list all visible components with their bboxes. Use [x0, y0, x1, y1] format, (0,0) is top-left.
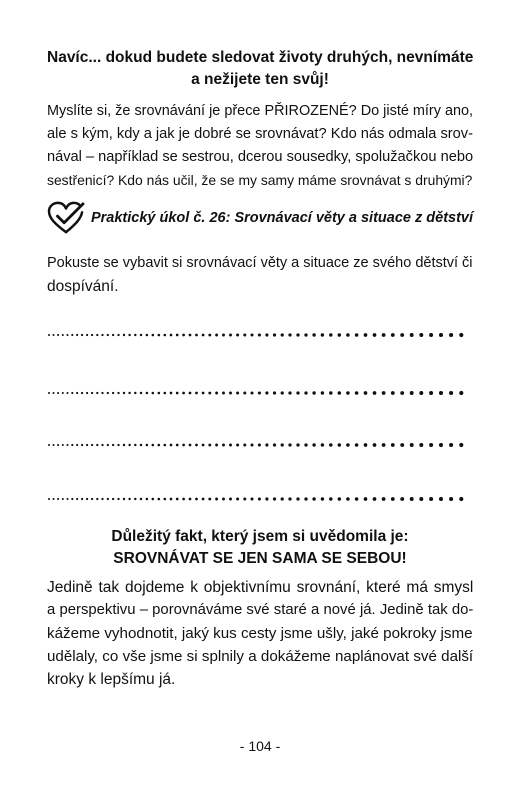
dot: [329, 391, 332, 394]
dot: [258, 443, 261, 446]
dot: [140, 444, 142, 446]
dot: [182, 334, 185, 337]
dot: [52, 392, 54, 394]
dot: [195, 392, 198, 395]
dot: [48, 392, 50, 394]
dot: [182, 498, 185, 501]
dot: [429, 443, 433, 447]
dot: [52, 444, 54, 446]
dot: [86, 498, 88, 500]
dot: [229, 498, 232, 501]
dot: [364, 333, 368, 337]
dot: [222, 392, 225, 395]
dot: [164, 334, 167, 337]
dot: [338, 497, 342, 501]
dot: [382, 497, 386, 501]
dot: [391, 333, 395, 337]
dot: [107, 498, 109, 500]
dot: [258, 391, 261, 394]
dot: [134, 392, 136, 394]
section-heading: [47, 47, 473, 91]
dot: [258, 497, 261, 500]
dot: [215, 334, 218, 337]
dot: [170, 498, 173, 501]
dot: [312, 443, 315, 446]
paragraph-task-instruction: [47, 252, 473, 298]
dot: [202, 444, 205, 447]
dot: [429, 391, 433, 395]
dot: [243, 443, 246, 446]
dot: [229, 392, 232, 395]
dot: [288, 497, 291, 500]
dot: [346, 333, 350, 337]
dot: [202, 334, 205, 337]
key-fact-line-1: Důležitý fakt, který jsem si uvědomila je:: [111, 528, 409, 545]
dot: [329, 333, 332, 336]
dot: [373, 333, 377, 337]
dot: [76, 392, 78, 394]
dot: [215, 392, 218, 395]
key-fact: [47, 526, 473, 570]
dot: [123, 444, 125, 446]
paragraph-line: kroky k lepšímu já.: [47, 671, 176, 688]
dot: [222, 498, 225, 501]
dot: [250, 443, 253, 446]
dot: [265, 443, 268, 446]
dot: [355, 333, 359, 337]
dot: [164, 498, 167, 501]
dot: [128, 498, 130, 500]
dot: [71, 334, 73, 336]
dot: [152, 498, 155, 501]
dot: [410, 497, 414, 501]
paragraph-intro: [47, 100, 473, 192]
dot: [439, 333, 443, 337]
dot: [107, 392, 109, 394]
paragraph-line: ale s kým, kdy a jak je dobré se srovnávat? Kdo nás odmala srov-: [47, 126, 473, 142]
dot: [338, 333, 342, 337]
dot: [107, 444, 109, 446]
dot: [146, 498, 149, 501]
dot: [373, 391, 377, 395]
dot: [236, 498, 239, 501]
dot: [373, 443, 377, 447]
dot: [222, 334, 225, 337]
heading-line-2: a nežijete ten svůj!: [191, 71, 329, 88]
dot: [329, 497, 332, 500]
dot: [400, 391, 404, 395]
dot: [304, 497, 307, 500]
dotted-line-graphic: [47, 494, 473, 504]
dot: [419, 497, 423, 501]
dot: [355, 443, 359, 447]
dot: [229, 334, 232, 337]
paragraph-line: nával – například se sestrou, dcerou sousedky, spolužačkou nebo: [47, 149, 474, 165]
dot: [96, 392, 98, 394]
dot: [134, 334, 136, 336]
dot: [400, 333, 404, 337]
dot: [391, 497, 395, 501]
dot: [296, 443, 299, 446]
dot: [62, 498, 64, 500]
dot: [91, 498, 93, 500]
dot: [304, 443, 307, 446]
dot: [128, 334, 130, 336]
dot: [288, 333, 291, 336]
paragraph-line: Pokuste se vybavit si srovnávací věty a situace ze svého dětství či: [47, 255, 473, 271]
dot: [81, 444, 83, 446]
dot: [81, 498, 83, 500]
dot: [86, 334, 88, 336]
heading-line-1: Navíc... dokud budete sledovat životy druhých, nevnímáte: [47, 49, 474, 66]
dot: [76, 498, 78, 500]
dot: [170, 392, 173, 395]
dot: [459, 391, 463, 395]
dot: [146, 392, 149, 395]
dot: [164, 444, 167, 447]
dot: [176, 444, 179, 447]
dot: [459, 333, 463, 337]
key-fact-line-2: SROVNÁVAT SE JEN SAMA SE SEBOU!: [113, 550, 407, 567]
dot: [140, 334, 142, 336]
dot: [76, 334, 78, 336]
dot: [208, 444, 211, 447]
dot: [304, 391, 307, 394]
dot: [346, 391, 350, 395]
dot: [117, 334, 119, 336]
dot: [48, 334, 50, 336]
dot: [158, 444, 161, 447]
dot: [400, 497, 404, 501]
dot: [265, 333, 268, 336]
dot: [281, 391, 284, 394]
dot: [123, 334, 125, 336]
dot: [296, 391, 299, 394]
dot: [281, 497, 284, 500]
dot: [48, 498, 50, 500]
dot: [176, 498, 179, 501]
dot: [57, 334, 59, 336]
dot: [112, 498, 114, 500]
dot: [410, 333, 414, 337]
dot: [346, 443, 350, 447]
paragraph-line: a perspektivu – porovnáváme své staré a nové já. Jedině tak do-: [47, 602, 474, 618]
dot: [48, 444, 50, 446]
dot: [91, 392, 93, 394]
dot: [71, 444, 73, 446]
dot: [170, 334, 173, 337]
dot: [236, 444, 239, 447]
dot: [146, 334, 149, 337]
dot: [229, 444, 232, 447]
dot: [189, 498, 192, 501]
dot: [281, 443, 284, 446]
dot: [312, 391, 315, 394]
dot: [176, 334, 179, 337]
dot: [117, 392, 119, 394]
paragraph-line: Myslíte si, že srovnávání je přece PŘIROZENÉ? Do jisté míry ano,: [47, 103, 474, 119]
dot: [265, 497, 268, 500]
dot: [459, 497, 463, 501]
dot: [391, 443, 395, 447]
dot: [449, 391, 453, 395]
dot: [117, 498, 119, 500]
dot: [189, 334, 192, 337]
page-number: - 104 -: [239, 738, 281, 754]
dot: [439, 391, 443, 395]
dot: [410, 391, 414, 395]
dot: [236, 392, 239, 395]
dot: [258, 333, 261, 336]
dot: [419, 443, 423, 447]
dot: [215, 498, 218, 501]
dot: [382, 333, 386, 337]
dot: [265, 391, 268, 394]
dot: [321, 391, 324, 394]
dot: [158, 334, 161, 337]
dot: [439, 443, 443, 447]
dotted-line-graphic: [47, 388, 473, 398]
dot: [57, 498, 59, 500]
dot: [419, 333, 423, 337]
dot: [71, 392, 73, 394]
dot: [273, 391, 276, 394]
dot: [112, 334, 114, 336]
dot: [182, 444, 185, 447]
dot: [449, 497, 453, 501]
dotted-line-graphic: [47, 330, 473, 340]
dot: [364, 443, 368, 447]
dot: [250, 333, 253, 336]
dot: [321, 443, 324, 446]
dot: [410, 443, 414, 447]
dot: [243, 497, 246, 500]
dot: [96, 444, 98, 446]
dot: [86, 392, 88, 394]
dot: [152, 444, 155, 447]
dot: [202, 498, 205, 501]
dot: [419, 391, 423, 395]
dot: [321, 497, 324, 500]
dotted-answer-line[interactable]: [47, 440, 473, 450]
dot: [215, 444, 218, 447]
dot: [312, 333, 315, 336]
dot: [158, 392, 161, 395]
dot: [429, 497, 433, 501]
dot: [57, 444, 59, 446]
dot: [170, 444, 173, 447]
dot: [62, 334, 64, 336]
dot: [459, 443, 463, 447]
dot: [338, 391, 342, 395]
dot: [96, 498, 98, 500]
dot: [96, 334, 98, 336]
dot: [273, 497, 276, 500]
dot: [176, 392, 179, 395]
dot: [382, 443, 386, 447]
dot: [123, 498, 125, 500]
dot: [66, 334, 68, 336]
dot: [134, 498, 136, 500]
dot: [429, 333, 433, 337]
dot: [243, 391, 246, 394]
paragraph-line: Jedině tak dojdeme k objektivnímu srovnání, které má smysl: [47, 579, 474, 596]
dot: [117, 444, 119, 446]
dot: [152, 392, 155, 395]
dot: [128, 444, 130, 446]
dot: [101, 498, 103, 500]
dot: [355, 497, 359, 501]
dot: [296, 497, 299, 500]
dot: [288, 443, 291, 446]
dot: [62, 444, 64, 446]
dot: [66, 444, 68, 446]
dot: [296, 333, 299, 336]
dotted-answer-line[interactable]: [47, 494, 473, 504]
dot: [81, 392, 83, 394]
dot: [288, 391, 291, 394]
dot: [101, 444, 103, 446]
dot: [86, 444, 88, 446]
dot: [152, 334, 155, 337]
paragraph-line: dospívání.: [47, 278, 119, 295]
dot: [346, 497, 350, 501]
dot: [71, 498, 73, 500]
paragraph-line: udělaly, co vše jsme si splnily a dokážeme naplánovat své další: [47, 648, 474, 665]
dot: [57, 392, 59, 394]
dot: [364, 497, 368, 501]
dot: [146, 444, 149, 447]
dot: [208, 498, 211, 501]
dot: [182, 392, 185, 395]
dot: [66, 392, 68, 394]
dot: [76, 444, 78, 446]
dot: [338, 443, 342, 447]
dotted-line-graphic: [47, 440, 473, 450]
dot: [107, 334, 109, 336]
dot: [164, 392, 167, 395]
dot: [400, 443, 404, 447]
task-header: [47, 198, 473, 238]
dot: [195, 444, 198, 447]
dot: [112, 444, 114, 446]
dot: [140, 498, 142, 500]
paragraph-conclusion: [47, 576, 473, 691]
dot: [304, 333, 307, 336]
dot: [364, 391, 368, 395]
dot: [208, 392, 211, 395]
dot: [123, 392, 125, 394]
dot: [202, 392, 205, 395]
dot: [140, 392, 142, 394]
dot: [66, 498, 68, 500]
paragraph-line: sestřenicí? Kdo nás učil, že se my samy máme srovnávat s druhými?: [47, 172, 473, 188]
dot: [236, 334, 239, 337]
dot: [52, 498, 54, 500]
dot: [195, 498, 198, 501]
dot: [355, 391, 359, 395]
dot: [243, 333, 246, 336]
dot: [189, 392, 192, 395]
dot: [195, 334, 198, 337]
dot: [329, 443, 332, 446]
dot: [373, 497, 377, 501]
dot: [439, 497, 443, 501]
dot: [101, 334, 103, 336]
paragraph-line: kážeme vyhodnotit, jaký kus cesty jsme ušly, jaké pokroky jsme: [47, 625, 473, 642]
dot: [222, 444, 225, 447]
dot: [208, 334, 211, 337]
dot: [91, 444, 93, 446]
dot: [273, 443, 276, 446]
dot: [112, 392, 114, 394]
dot: [250, 391, 253, 394]
dotted-answer-line[interactable]: [47, 388, 473, 398]
dotted-answer-line[interactable]: [47, 330, 473, 340]
dot: [312, 497, 315, 500]
dot: [62, 392, 64, 394]
dot: [281, 333, 284, 336]
dot: [91, 334, 93, 336]
dot: [321, 333, 324, 336]
dot: [273, 333, 276, 336]
dot: [449, 443, 453, 447]
dot: [128, 392, 130, 394]
dot: [81, 334, 83, 336]
dot: [449, 333, 453, 337]
task-title: Praktický úkol č. 26: Srovnávací věty a situace z dětství: [90, 210, 474, 226]
dot: [134, 444, 136, 446]
dot: [250, 497, 253, 500]
dot: [391, 391, 395, 395]
heart-check-icon: [47, 201, 85, 235]
dot: [189, 444, 192, 447]
dot: [158, 498, 161, 501]
dot: [101, 392, 103, 394]
dot: [52, 334, 54, 336]
dot: [382, 391, 386, 395]
